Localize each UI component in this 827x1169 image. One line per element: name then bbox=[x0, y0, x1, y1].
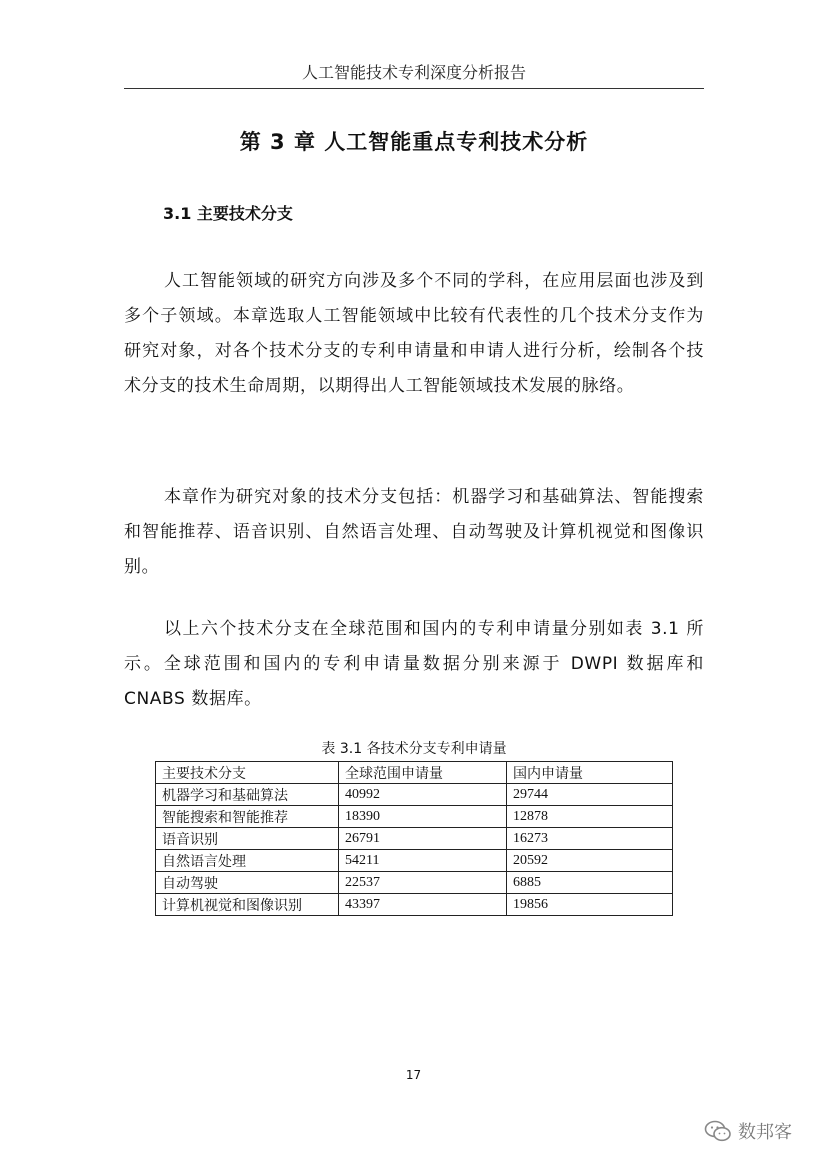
cell-branch: 机器学习和基础算法 bbox=[156, 784, 339, 806]
cell-global: 18390 bbox=[339, 806, 507, 828]
cell-branch: 语音识别 bbox=[156, 828, 339, 850]
patent-application-table bbox=[155, 761, 673, 916]
body-paragraph-3: 以上六个技术分支在全球范围和国内的专利申请量分别如表 3.1 所示。全球范围和国内的专利申请量数据分别来源于 DWPI 数据库和 CNABS 数据库。 bbox=[124, 619, 704, 709]
cell-global: 26791 bbox=[339, 828, 507, 850]
cell-domestic: 12878 bbox=[507, 806, 673, 828]
cell-branch: 自然语言处理 bbox=[156, 850, 339, 872]
watermark-text: 数邦客 bbox=[738, 1122, 792, 1143]
column-header-global: 全球范围申请量 bbox=[339, 762, 507, 784]
cell-domestic: 29744 bbox=[507, 784, 673, 806]
table-caption: 表 3.1 各技术分支专利申请量 bbox=[321, 741, 507, 757]
cell-global: 22537 bbox=[339, 872, 507, 894]
page-number: 17 bbox=[405, 1068, 422, 1082]
body-paragraph-1: 人工智能领域的研究方向涉及多个不同的学科，在应用层面也涉及到多个子领域。本章选取人工智能领域中比较有代表性的几个技术分支作为研究对象，对各个技术分支的专利申请量和申请人进行分析，绘制各个技术分支的技术生命周期，以期得出人工智能领域技术发展的脉络。 bbox=[124, 271, 704, 396]
chapter-title: 第 3 章 人工智能重点专利技术分析 bbox=[239, 130, 589, 154]
body-paragraph-2: 本章作为研究对象的技术分支包括：机器学习和基础算法、智能搜索和智能推荐、语音识别、自然语言处理、自动驾驶及计算机视觉和图像识别。 bbox=[124, 487, 704, 577]
table-row bbox=[156, 828, 673, 850]
table-header-row bbox=[156, 762, 673, 784]
cell-branch: 智能搜索和智能推荐 bbox=[156, 806, 339, 828]
running-header: 人工智能技术专利深度分析报告 bbox=[301, 63, 526, 82]
cell-domestic: 16273 bbox=[507, 828, 673, 850]
table-row bbox=[156, 784, 673, 806]
header-rule bbox=[124, 88, 704, 89]
cell-branch: 计算机视觉和图像识别 bbox=[156, 894, 339, 916]
cell-branch: 自动驾驶 bbox=[156, 872, 339, 894]
table-row bbox=[156, 850, 673, 872]
cell-domestic: 19856 bbox=[507, 894, 673, 916]
wechat-icon bbox=[704, 1119, 732, 1143]
watermark bbox=[704, 1118, 792, 1144]
table-row bbox=[156, 872, 673, 894]
table-row bbox=[156, 806, 673, 828]
cell-domestic: 20592 bbox=[507, 850, 673, 872]
cell-domestic: 6885 bbox=[507, 872, 673, 894]
cell-global: 54211 bbox=[339, 850, 507, 872]
column-header-domestic: 国内申请量 bbox=[507, 762, 673, 784]
cell-global: 43397 bbox=[339, 894, 507, 916]
column-header-branch: 主要技术分支 bbox=[156, 762, 339, 784]
section-title: 3.1 主要技术分支 bbox=[163, 204, 293, 223]
table-row bbox=[156, 894, 673, 916]
cell-global: 40992 bbox=[339, 784, 507, 806]
